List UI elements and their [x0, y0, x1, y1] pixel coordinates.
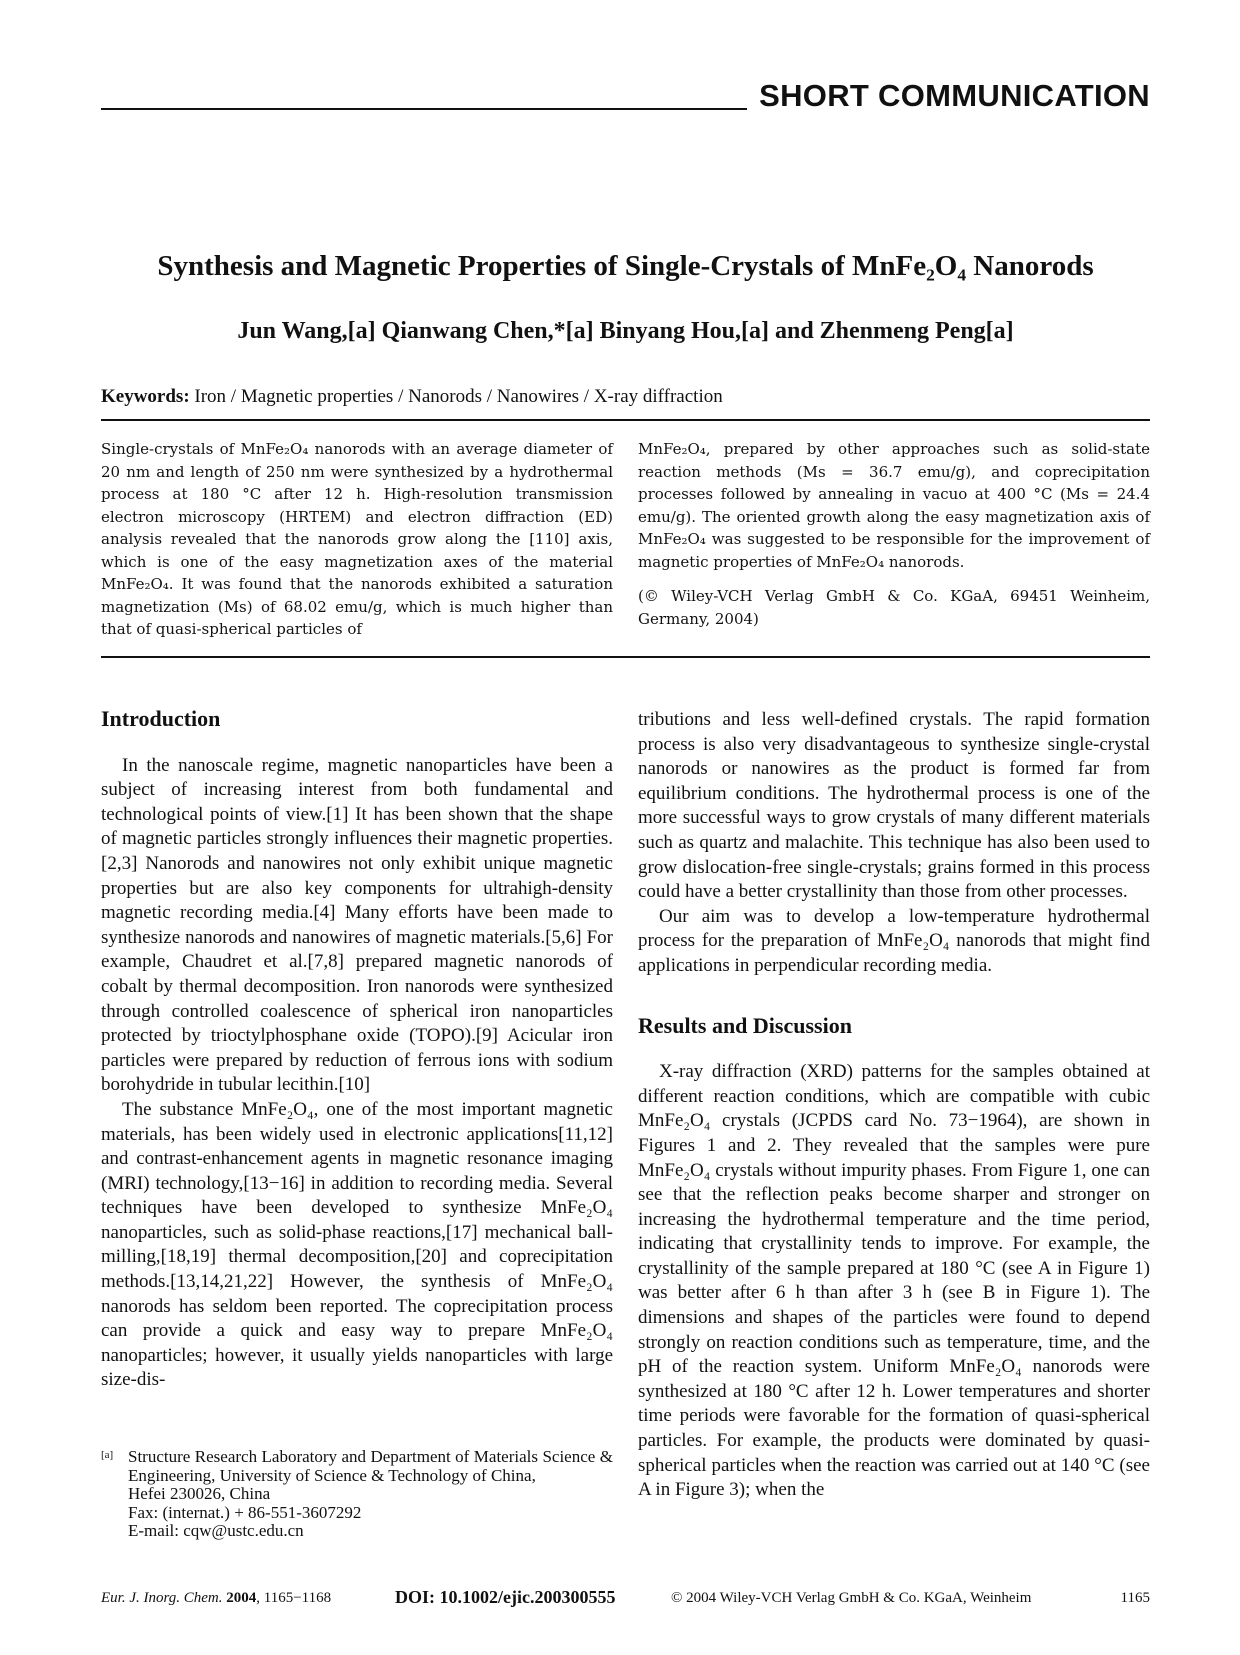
abstract-left-text: Single-crystals of MnFe₂O₄ nanorods with an average diameter of 20 nm and length of 250 nm were synthesized by a hydrothermal process at 180 °C after 12 h. High-resolution transmission electron microscopy (HRTEM) and electron diffraction (ED) analysis revealed that the nanorods grow along the [110] axis, which is one of the easy magnetization axes of the material MnFe₂O₄. It was found that the nanorods exhibited a saturation magnetization (Ms) of 68.02 emu/g, which is much higher than that of quasi-spherical particles of [101, 440, 613, 638]
footnote-mark: [a] [101, 1449, 114, 1461]
keywords-rule [101, 419, 1150, 421]
left-column [101, 707, 613, 1393]
introduction-heading: Introduction [101, 706, 221, 731]
footer-citation [101, 1590, 331, 1607]
author-list: Jun Wang,[a] Qianwang Chen,*[a] Binyang Hou,[a] and Zhenmeng Peng[a] [237, 318, 1014, 344]
abstract-copyright: (© Wiley-VCH Verlag GmbH & Co. KGaA, 69451 Weinheim, Germany, 2004) [638, 587, 1150, 628]
right-column [638, 708, 1150, 1503]
footnote-line-1: Structure Research Laboratory and Department of Materials Science & Engineering, University of Science & Technology of China, [128, 1447, 613, 1485]
footnote-line-3: Fax: (internat.) + 86-551-3607292 [128, 1502, 362, 1522]
footnote-line-4: E-mail: cqw@ustc.edu.cn [128, 1521, 304, 1540]
header-rule [101, 108, 747, 110]
results-heading: Results and Discussion [638, 1012, 852, 1038]
introduction-paragraph-2: The substance MnFe₂O₄, one of the most important magnetic materials, has been widely used in electronic applications[11,12] and contrast-enhancement agents in magnetic resonance imaging (MRI) technology,[13−16] in addition to recording media. Several techniques have been developed to synthesize MnFe₂O₄ nanoparticles, such as solid-phase reactions,[17] mechanical ball-milling,[18,19] thermal decomposition,[20] and coprecipitation methods.[13,14,21,22] However, the synthesis of MnFe₂O₄ nanorods has seldom been reported. The coprecipitation process can provide a quick and easy way to prepare MnFe₂O₄ nanoparticles; however, it usually yields nanoparticles with large size-dis- [101, 1098, 613, 1391]
footer-pages: , 1165−1168 [256, 1590, 332, 1606]
abstract-right-text: MnFe₂O₄, prepared by other approaches such as solid-state reaction methods (Ms = 36.7 emu/g), and coprecipitation processes followed by annealing in vacuo at 400 °C (Ms = 24.4 emu/g). The oriented growth along the easy magnetization axis of MnFe₂O₄ was suggested to be responsible for the improvement of magnetic properties of MnFe₂O₄ nanorods. [638, 440, 1150, 571]
body-paragraph-aim: Our aim was to develop a low-temperature hydrothermal process for the preparation of MnFe₂O₄ nanorods that might find applications in perpendicular recording media. [638, 905, 1150, 976]
introduction-paragraph-1: In the nanoscale regime, magnetic nanoparticles have been a subject of increasing interest from both fundamental and technological points of view.[1] It has been shown that the shape of magnetic particles strongly influences their magnetic properties.[2,3] Nanorods and nanowires not only exhibit unique magnetic properties but are also key components for ultrahigh-density magnetic recording media.[4] Many efforts have been made to synthesize nanorods and nanowires of magnetic materials.[5,6] For example, Chaudret et al.[7,8] prepared magnetic nanorods of cobalt by thermal decomposition. Iron nanorods were synthesized through controlled coalescence of spherical iron nanoparticles protected by trioctylphosphane oxide (TOPO).[9] Acicular iron particles were prepared by reduction of ferrous ions with sodium borohydride in tubular lecithin.[10] [101, 754, 613, 1096]
footer-year: 2004 [226, 1590, 257, 1606]
footer-journal: Eur. J. Inorg. Chem. [101, 1590, 223, 1606]
results-paragraph-1: X-ray diffraction (XRD) patterns for the samples obtained at different reaction conditions, which are compatible with cubic MnFe₂O₄ crystals (JCPDS card No. 73−1964), are shown in Figures 1 and 2. They revealed that the samples were pure MnFe₂O₄ crystals without impurity phases. From Figure 1, one can see that the reflection peaks become sharper and stronger on increasing the hydrothermal temperature and the time period, indicating that crystallinity tends to improve. For example, the crystallinity of the sample prepared at 180 °C (see A in Figure 1) was better after 6 h than after 3 h (see B in Figure 1). The dimensions and shapes of the particles were found to depend strongly on reaction conditions such as temperature, time, and the pH of the reaction system. Uniform MnFe₂O₄ nanorods were synthesized at 180 °C after 12 h. Lower temperatures and shorter time periods were favorable for the formation of quasi-spherical particles. For example, the products were dominated by quasi-spherical particles when the reaction was carried out at 140 °C (see A in Figure 3); when the [638, 1061, 1150, 1501]
abstract-right [638, 438, 1150, 630]
footnote-line-2: Hefei 230026, China [128, 1484, 271, 1503]
keywords-label: Keywords: [101, 386, 190, 407]
article-title: Synthesis and Magnetic Properties of Single-Crystals of MnFe₂O₄ Nanorods [157, 250, 1094, 282]
footer-doi: DOI: 10.1002/ejic.200300555 [395, 1587, 616, 1607]
affiliation-footnote [101, 1448, 613, 1541]
body-paragraph-continued: tributions and less well-defined crystals. The rapid formation process is also very disadvantageous to synthesize single-crystal nanorods or nanowires as the product is formed far from equilibrium conditions. The hydrothermal process is one of the more successful ways to grow crystals of many different materials such as quartz and malachite. This technique has also been used to grow dislocation-free single-crystals; grains formed in this process could have a better crystallinity than those from other processes. [638, 709, 1150, 903]
section-label: SHORT COMMUNICATION [759, 78, 1150, 113]
abstract-left [101, 438, 613, 641]
keywords-text: Iron / Magnetic properties / Nanorods / Nanowires / X-ray diffraction [194, 386, 723, 407]
footer-copyright: © 2004 Wiley-VCH Verlag GmbH & Co. KGaA, Weinheim [671, 1590, 1032, 1606]
page-number: 1165 [1120, 1590, 1150, 1606]
abstract-rule [101, 656, 1150, 658]
keywords [101, 386, 723, 408]
